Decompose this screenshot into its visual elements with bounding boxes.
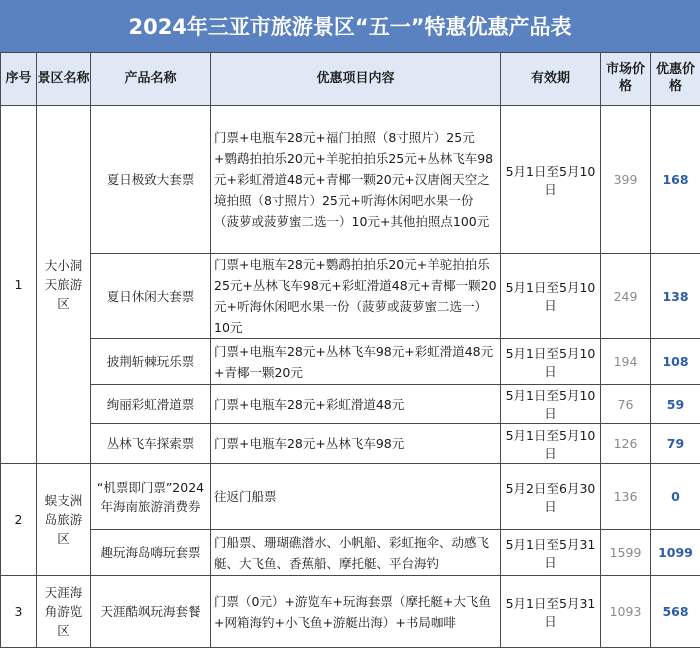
deal-price: 79 [651,424,700,464]
table-title: 2024年三亚市旅游景区“五一”特惠优惠产品表 [0,0,700,53]
deal-price: 138 [651,254,700,339]
header-date: 有效期 [501,53,601,106]
header-items: 优惠项目内容 [211,53,501,106]
valid-period: 5月1日至5月10日 [501,424,601,464]
valid-period: 5月1日至5月10日 [501,385,601,424]
table-row [1,254,700,339]
header-name: 产品名称 [91,53,211,106]
table-row [1,339,700,385]
deal-price: 59 [651,385,700,424]
deal-price: 568 [651,576,700,648]
offer-items: 门票（0元）+游览车+玩海套票（摩托艇+大飞鱼+网箱海钓+小飞鱼+游艇出海）+书局咖啡 [211,576,501,648]
row-number: 3 [1,576,37,648]
product-name: “机票即门票”2024年海南旅游消费券 [91,464,211,530]
scenic-area-name: 大小洞天旅游区 [37,106,91,464]
valid-period: 5月1日至5月10日 [501,254,601,339]
market-price: 136 [601,464,651,530]
valid-period: 5月1日至5月10日 [501,106,601,254]
table-row [1,106,700,254]
market-price: 249 [601,254,651,339]
product-name: 披荆斩棘玩乐票 [91,339,211,385]
header-deal-price: 优惠价格 [651,53,700,106]
deal-price: 1099 [651,530,700,576]
deal-price: 168 [651,106,700,254]
offer-items: 门票+电瓶车28元+丛林飞车98元+彩虹滑道48元+青椰一颗20元 [211,339,501,385]
row-number: 2 [1,464,37,576]
product-name: 绚丽彩虹滑道票 [91,385,211,424]
scenic-area-name: 天涯海角游览区 [37,576,91,648]
valid-period: 5月1日至5月10日 [501,339,601,385]
table-row [1,576,700,648]
product-name: 趣玩海岛嗨玩套票 [91,530,211,576]
scenic-area-name: 蜈支洲岛旅游区 [37,464,91,576]
offers-table [0,52,700,648]
valid-period: 5月2日至6月30日 [501,464,601,530]
product-name: 天涯酷飒玩海套餐 [91,576,211,648]
offer-items: 门票+电瓶车28元+福门拍照（8寸照片）25元+鹦鹉拍拍乐20元+羊驼拍拍乐25元+丛林飞车98元+彩虹滑道48元+青椰一颗20元+汉唐阁天空之境拍照（8寸照片）25元+听海休闲吧水果一份（菠萝或菠萝蜜二选一）10元+其他拍照点100元 [211,106,501,254]
table-row [1,385,700,424]
valid-period: 5月1日至5月31日 [501,530,601,576]
offer-items: 门船票、珊瑚礁潜水、小帆船、彩虹拖伞、动感飞艇、大飞鱼、香蕉船、摩托艇、平台海钓 [211,530,501,576]
valid-period: 5月1日至5月31日 [501,576,601,648]
header-market-price: 市场价格 [601,53,651,106]
product-name: 夏日休闲大套票 [91,254,211,339]
deal-price: 0 [651,464,700,530]
product-name: 丛林飞车探索票 [91,424,211,464]
offer-items: 往返门船票 [211,464,501,530]
header-area: 景区名称 [37,53,91,106]
market-price: 194 [601,339,651,385]
header-row [1,53,700,106]
deal-price: 108 [651,339,700,385]
table-row [1,464,700,530]
table-row [1,424,700,464]
market-price: 1599 [601,530,651,576]
market-price: 399 [601,106,651,254]
market-price: 126 [601,424,651,464]
market-price: 1093 [601,576,651,648]
offer-items: 门票+电瓶车28元+鹦鹉拍拍乐20元+羊驼拍拍乐25元+丛林飞车98元+彩虹滑道48元+青椰一颗20元+听海休闲吧水果一份（菠萝或菠萝蜜二选一）10元 [211,254,501,339]
offer-items: 门票+电瓶车28元+丛林飞车98元 [211,424,501,464]
product-name: 夏日极致大套票 [91,106,211,254]
market-price: 76 [601,385,651,424]
header-num: 序号 [1,53,37,106]
row-number: 1 [1,106,37,464]
table-row [1,530,700,576]
offer-items: 门票+电瓶车28元+彩虹滑道48元 [211,385,501,424]
